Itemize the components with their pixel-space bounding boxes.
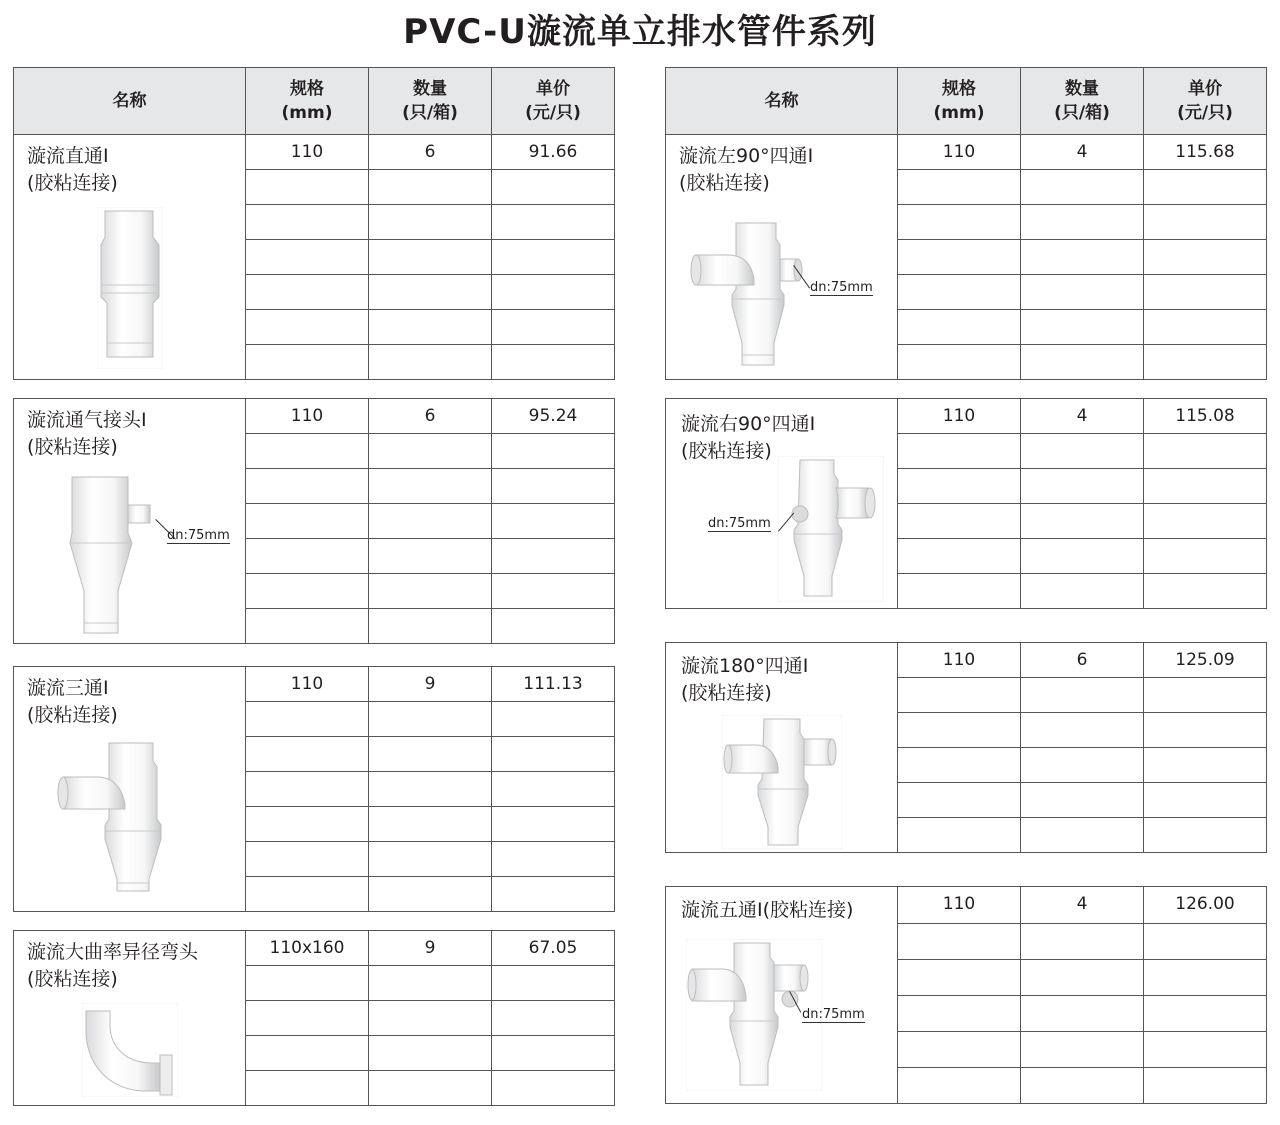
product-name: 漩流大曲率异径弯头 (27, 941, 199, 963)
qty-value: 9 (369, 667, 492, 702)
spec-value: 110 (246, 135, 369, 170)
header-spec-label: 规格 (942, 79, 976, 99)
header-qty (1021, 68, 1144, 135)
elbow-image (82, 1003, 178, 1097)
spec-value: 110 (246, 399, 369, 434)
page-title: PVC-U漩流单立排水管件系列 (403, 12, 877, 52)
header-qty (369, 68, 492, 135)
header-price-unit: (元/只) (525, 103, 581, 123)
product-name-cell (666, 399, 898, 609)
product-joint: (胶粘连接) (679, 172, 770, 194)
header-spec-unit: (mm) (933, 103, 985, 123)
product-block-180-cross (665, 642, 1266, 853)
product-name: 漩流右90°四通Ⅰ (681, 413, 816, 435)
qty-value: 6 (1021, 643, 1144, 678)
spec-value: 110x160 (246, 931, 369, 966)
product-joint: (胶粘连接) (27, 704, 118, 726)
product-block-five-way (665, 886, 1266, 1104)
product-table (665, 642, 1267, 853)
product-table (13, 398, 615, 644)
product-joint: (胶粘连接) (27, 436, 118, 458)
product-table (665, 398, 1267, 609)
product-name: 漩流180°四通Ⅰ (681, 655, 809, 677)
price-value: 111.13 (492, 667, 615, 702)
product-name: 漩流直通Ⅰ (27, 145, 109, 167)
header-qty-unit: (只/箱) (402, 103, 458, 123)
price-value: 95.24 (492, 399, 615, 434)
header-spec-label: 规格 (290, 79, 324, 99)
table-row (14, 667, 615, 702)
table-row (666, 399, 1267, 434)
straight-pipe-image (97, 207, 163, 369)
product-block-right-cross (665, 398, 1266, 609)
dimension-label: dn:75mm (802, 1007, 865, 1022)
left-cross-image (690, 219, 806, 369)
product-joint: (胶粘连接) (27, 172, 118, 194)
cross-180-image (722, 715, 842, 849)
spec-value: 110 (898, 399, 1021, 434)
product-table (13, 67, 615, 380)
product-table (13, 930, 615, 1106)
qty-value: 4 (1021, 135, 1144, 170)
qty-value: 4 (1021, 887, 1144, 924)
product-block-left-cross (665, 67, 1266, 380)
product-name-cell (14, 135, 246, 380)
price-value: 115.08 (1144, 399, 1267, 434)
header-price-label: 单价 (1188, 79, 1222, 99)
header-price (1144, 68, 1267, 135)
header-price-unit: (元/只) (1177, 103, 1233, 123)
dimension-label: dn:75mm (810, 280, 873, 295)
spec-value: 110 (246, 667, 369, 702)
qty-value: 6 (369, 399, 492, 434)
qty-value: 4 (1021, 399, 1144, 434)
right-cross-image (778, 456, 884, 602)
header-spec-unit: (mm) (281, 103, 333, 123)
price-value: 125.09 (1144, 643, 1267, 678)
header-price (492, 68, 615, 135)
vent-adapter-image (66, 473, 156, 637)
price-value: 91.66 (492, 135, 615, 170)
product-name-cell (14, 667, 246, 912)
product-table (13, 666, 615, 912)
product-name-cell (14, 931, 246, 1106)
product-joint: (胶粘连接) (27, 968, 118, 990)
table-header-row (666, 68, 1267, 135)
spec-value: 110 (898, 887, 1021, 924)
table-row (666, 135, 1267, 170)
header-qty-unit: (只/箱) (1054, 103, 1110, 123)
product-name-cell (666, 643, 898, 853)
table-row (14, 399, 615, 434)
spec-value: 110 (898, 643, 1021, 678)
product-joint: (胶粘连接) (681, 682, 772, 704)
table-row (14, 135, 615, 170)
dimension-label: dn:75mm (167, 528, 230, 543)
qty-value: 9 (369, 931, 492, 966)
product-name: 漩流五通Ⅰ(胶粘连接) (681, 899, 854, 921)
product-block-tee (13, 666, 614, 912)
product-block-straight (13, 67, 614, 380)
table-row (666, 643, 1267, 678)
product-name: 漩流三通Ⅰ (27, 677, 109, 699)
dimension-label: dn:75mm (708, 516, 771, 531)
price-value: 126.00 (1144, 887, 1267, 924)
header-spec (898, 68, 1021, 135)
header-name: 名称 (14, 68, 246, 135)
header-price-label: 单价 (536, 79, 570, 99)
product-name-cell (666, 135, 898, 380)
table-header-row (14, 68, 615, 135)
product-name: 漩流通气接头Ⅰ (27, 409, 147, 431)
product-joint: (胶粘连接) (681, 440, 772, 462)
header-name: 名称 (666, 68, 898, 135)
product-name-cell (666, 887, 898, 1104)
product-block-elbow (13, 930, 614, 1106)
product-name-cell (14, 399, 246, 644)
product-name: 漩流左90°四通Ⅰ (679, 145, 814, 167)
header-qty-label: 数量 (1065, 79, 1099, 99)
product-block-vent-adapter (13, 398, 614, 644)
product-table (665, 886, 1267, 1104)
header-qty-label: 数量 (413, 79, 447, 99)
header-spec (246, 68, 369, 135)
table-row (666, 887, 1267, 924)
product-table (665, 67, 1267, 380)
price-value: 115.68 (1144, 135, 1267, 170)
price-value: 67.05 (492, 931, 615, 966)
spec-value: 110 (898, 135, 1021, 170)
qty-value: 6 (369, 135, 492, 170)
table-row (14, 931, 615, 966)
tee-image (49, 739, 173, 897)
